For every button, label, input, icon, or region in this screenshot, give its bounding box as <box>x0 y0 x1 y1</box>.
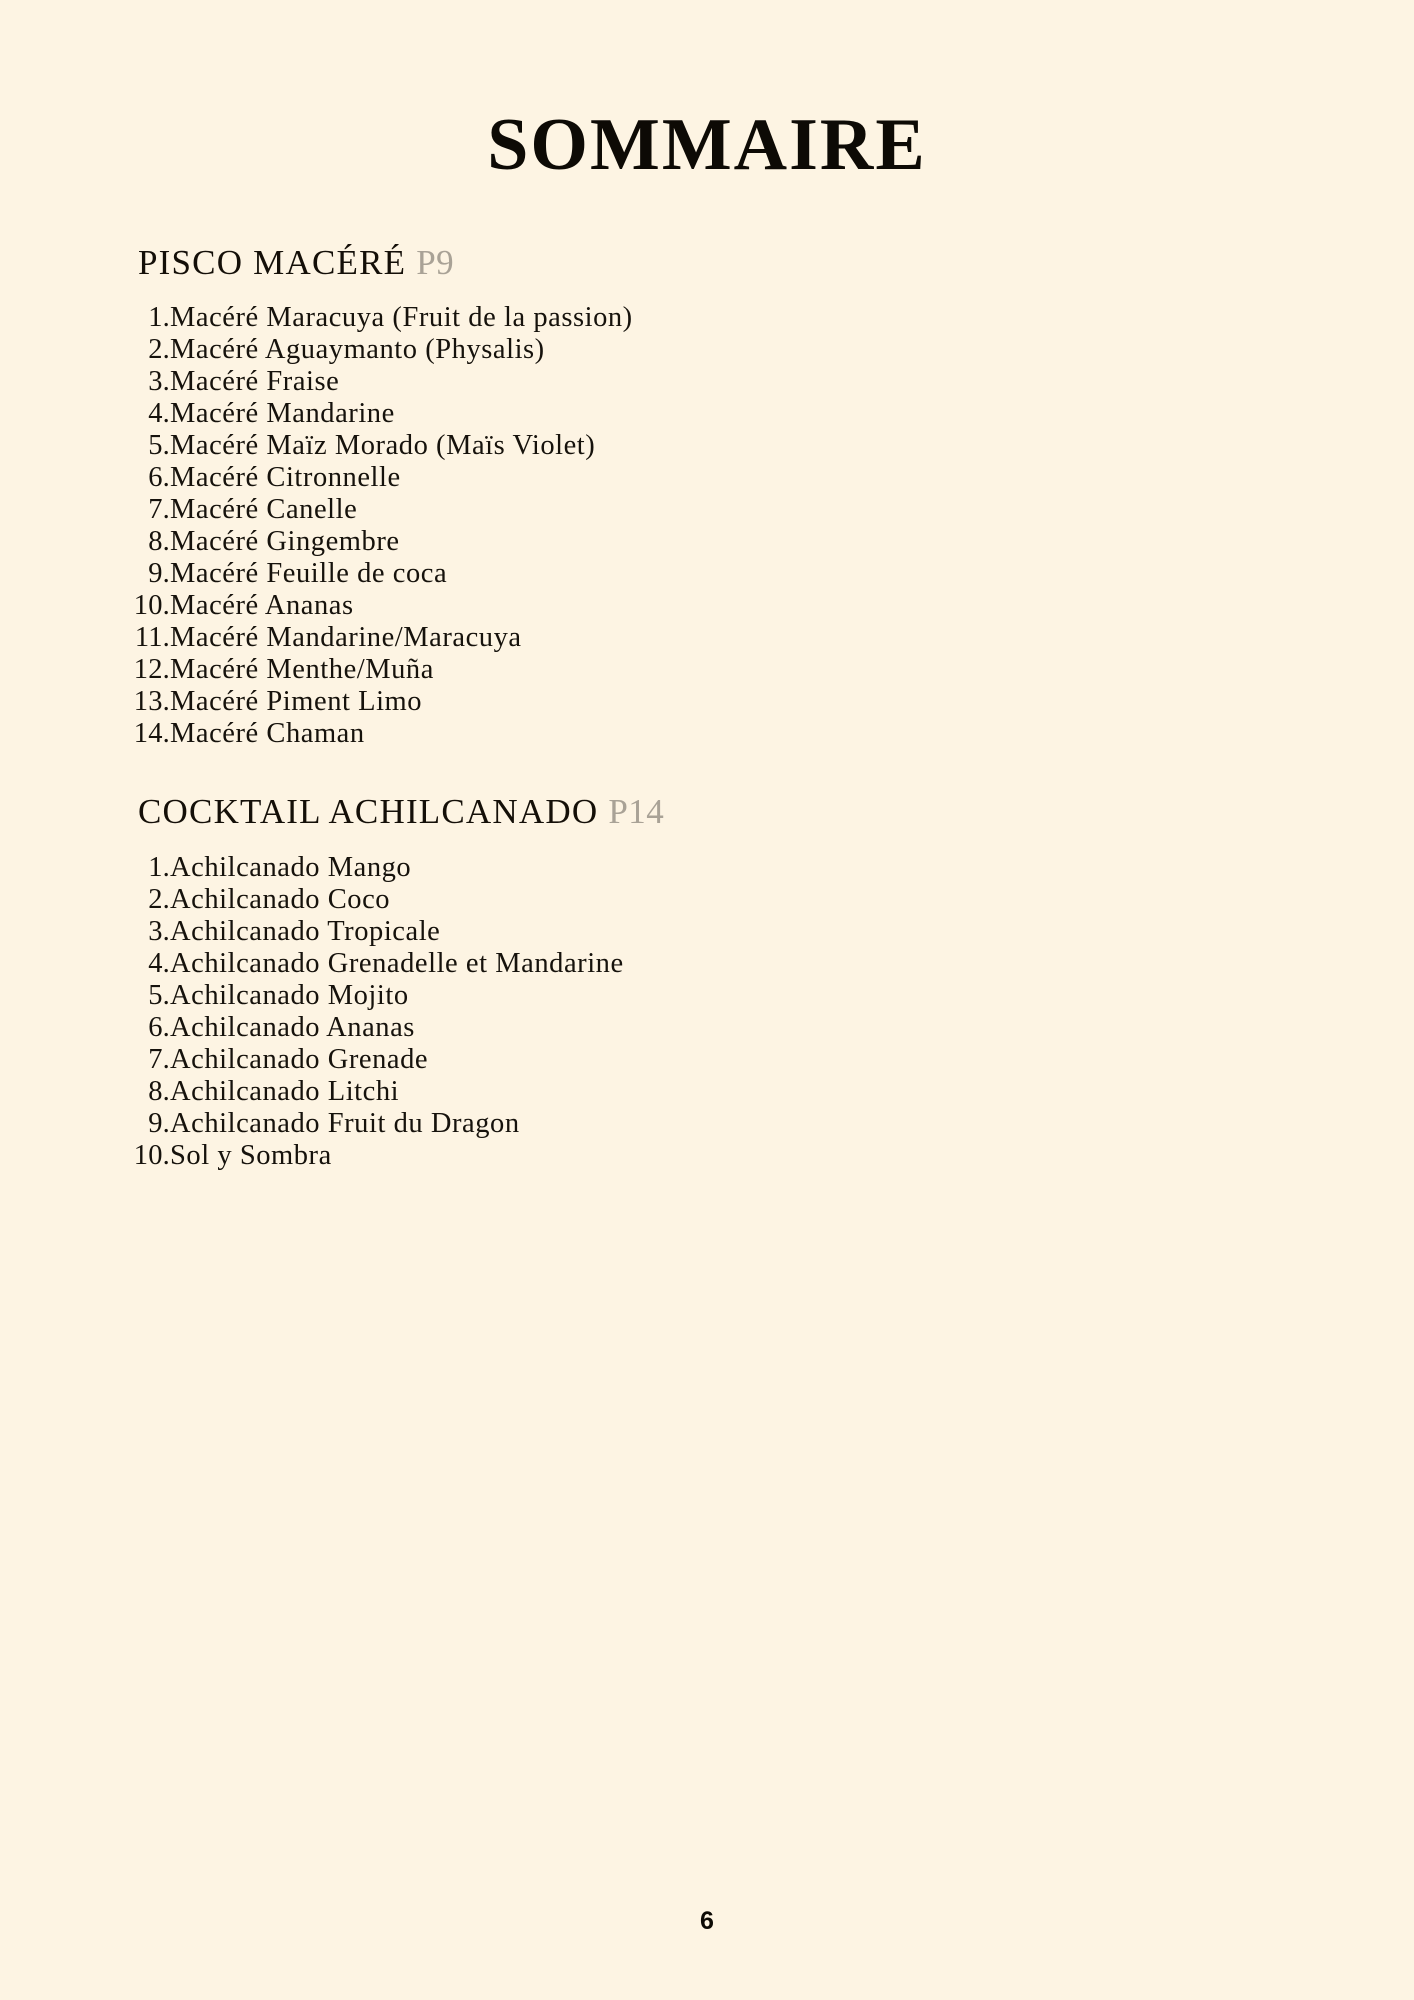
list-item-label: Macéré Canelle <box>170 493 358 525</box>
list-item <box>0 718 1414 750</box>
list-item-label: Achilcanado Grenadelle et Mandarine <box>170 948 624 979</box>
list-item-number: 5. <box>148 980 170 1011</box>
list-item-number: 4. <box>148 948 170 979</box>
page-title: SOMMAIRE <box>487 104 927 186</box>
list-item-label: Macéré Piment Limo <box>170 685 423 717</box>
list-item-label: Macéré Aguaymanto (Physalis) <box>170 333 545 365</box>
list-item-label: Macéré Gingembre <box>170 525 400 557</box>
list-item <box>0 654 1414 686</box>
list-item-label: Macéré Chaman <box>170 717 365 749</box>
list-item-label: Achilcanado Grenade <box>170 1044 429 1075</box>
section-heading-label: COCKTAIL ACHILCANADO <box>138 791 599 831</box>
list-item-label: Macéré Fraise <box>170 365 340 397</box>
list-item <box>0 1044 1414 1076</box>
list-item-number: 1. <box>148 301 170 333</box>
list-item-number: 3. <box>148 365 170 397</box>
section-heading-label: PISCO MACÉRÉ <box>138 243 407 282</box>
list-item-number: 7. <box>148 493 170 525</box>
list-item-label: Macéré Menthe/Muña <box>170 653 434 685</box>
list-item <box>0 1140 1414 1172</box>
list-item <box>0 366 1414 398</box>
list-item-number: 10. <box>133 1140 170 1171</box>
list-item-label: Macéré Maïz Morado (Maïs Violet) <box>170 429 596 461</box>
list-item <box>0 462 1414 494</box>
list-item-number: 9. <box>148 1108 170 1139</box>
page-number: 6 <box>700 1907 714 1935</box>
list-item <box>0 948 1414 980</box>
list-item <box>0 334 1414 366</box>
list-item-number: 11. <box>134 621 170 653</box>
list-item-label: Macéré Maracuya (Fruit de la passion) <box>170 301 633 333</box>
list-item-number: 12. <box>133 653 170 685</box>
list-item-number: 2. <box>148 333 170 365</box>
list-item-label: Achilcanado Mango <box>170 852 412 883</box>
list-item-number: 14. <box>133 717 170 749</box>
list-item <box>0 1108 1414 1140</box>
list-item-number: 2. <box>148 884 170 915</box>
list-item-number: 8. <box>148 525 170 557</box>
list-item <box>0 302 1414 334</box>
list-item-label: Macéré Ananas <box>170 589 354 621</box>
list-item-label: Achilcanado Coco <box>170 884 391 915</box>
list-item <box>0 622 1414 654</box>
list-item-number: 6. <box>148 1012 170 1043</box>
section-pisco-macere <box>0 182 1414 750</box>
list-item-label: Macéré Citronnelle <box>170 461 401 493</box>
list-item-number: 3. <box>148 916 170 947</box>
list-item-label: Macéré Mandarine/Maracuya <box>170 621 522 653</box>
section-page-ref: P9 <box>416 243 455 282</box>
list-item <box>0 884 1414 916</box>
list-item-number: 9. <box>148 557 170 589</box>
list-item-label: Achilcanado Ananas <box>170 1012 415 1043</box>
list-item-label: Sol y Sombra <box>170 1140 332 1171</box>
list-item <box>0 494 1414 526</box>
list-item <box>0 686 1414 718</box>
list-item-number: 8. <box>148 1076 170 1107</box>
list-item <box>0 558 1414 590</box>
list-item-label: Achilcanado Tropicale <box>170 916 441 947</box>
list-item-number: 4. <box>148 397 170 429</box>
list-item-number: 5. <box>148 429 170 461</box>
list-item <box>0 398 1414 430</box>
list-item <box>0 916 1414 948</box>
list-item-label: Macéré Feuille de coca <box>170 557 448 589</box>
list-item <box>0 590 1414 622</box>
list-item <box>0 430 1414 462</box>
list-item-number: 1. <box>148 852 170 883</box>
cocktail-achilcanado-list <box>0 831 1414 1172</box>
list-item-number: 13. <box>133 685 170 717</box>
list-item-label: Achilcanado Fruit du Dragon <box>170 1108 520 1139</box>
list-item <box>0 526 1414 558</box>
list-item-label: Achilcanado Litchi <box>170 1076 400 1107</box>
list-item-label: Achilcanado Mojito <box>170 980 409 1011</box>
list-item <box>0 1076 1414 1108</box>
list-item-number: 7. <box>148 1044 170 1075</box>
section-heading-pisco-macere <box>0 182 1414 283</box>
pisco-macere-list <box>0 283 1414 750</box>
section-heading-cocktail-achilcanado <box>0 750 1414 832</box>
section-page-ref: P14 <box>608 791 665 831</box>
list-item <box>0 1012 1414 1044</box>
list-item-label: Macéré Mandarine <box>170 397 395 429</box>
list-item-number: 6. <box>148 461 170 493</box>
list-item <box>0 852 1414 884</box>
section-cocktail-achilcanado <box>0 750 1414 1173</box>
list-item-number: 10. <box>133 589 170 621</box>
list-item <box>0 980 1414 1012</box>
